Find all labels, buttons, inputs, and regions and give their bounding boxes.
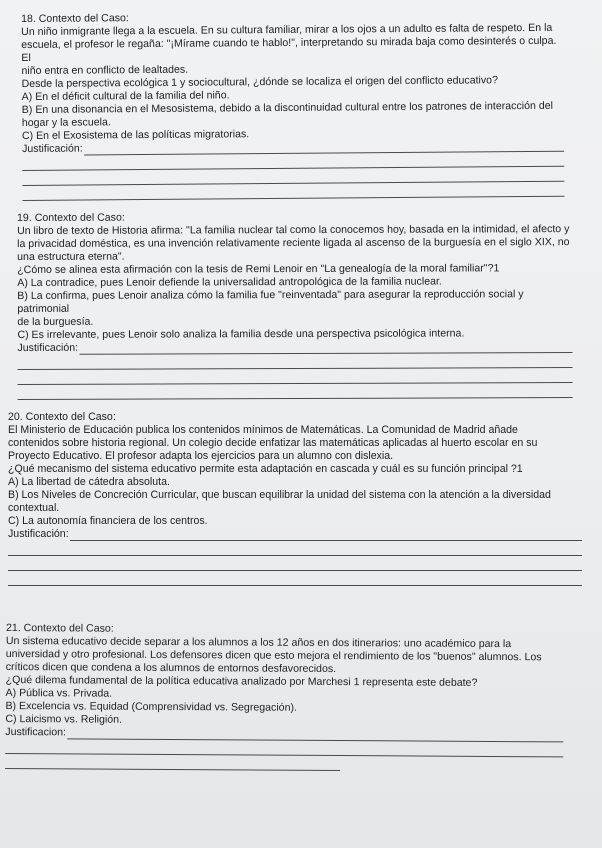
option-b: B) En una disonancia en el Mesosistema, debido a la discontinuidad cultural entre los patrones de interacción del bbox=[21, 99, 553, 116]
question-text: ¿Qué dilema fundamental de la política educativa analizado por Marchesi 1 representa este debate? bbox=[5, 673, 478, 689]
option-c: C) Es irrelevante, pues Lenoir solo analiza la familia desde una perspectiva psicológica interna. bbox=[17, 327, 465, 341]
context-line: Un niño inmigrante llega a la escuela. En su cultura familiar, mirar a los ojos a un adulto es falta de respeto. En la bbox=[21, 21, 553, 38]
justification-line[interactable] bbox=[79, 343, 572, 355]
answer-line[interactable] bbox=[8, 556, 582, 571]
option-a: A) Pública vs. Privada. bbox=[5, 686, 113, 700]
question-text: ¿Cómo se alinea esta afirmación con la tesis de Remi Lenoir en "La genealogía de la moral familiar"?1 bbox=[17, 262, 500, 276]
option-a: A) La contradice, pues Lenoir defiende la universalidad antropológica de la familia nuclear. bbox=[17, 275, 442, 289]
question-18 bbox=[21, 9, 564, 201]
option-a: A) En el déficit cultural de la familia del niño. bbox=[21, 89, 230, 103]
option-c: C) Laicismo vs. Religión. bbox=[5, 712, 123, 726]
question-text: ¿Qué mecanismo del sistema educativo permite esta adaptación en cascada y cuál es su función principal ?1 bbox=[8, 463, 523, 475]
answer-line[interactable] bbox=[8, 571, 582, 586]
answer-line[interactable] bbox=[5, 754, 340, 771]
answer-line[interactable] bbox=[18, 383, 573, 400]
justification-line[interactable] bbox=[70, 531, 582, 541]
justification-label: Justificación: bbox=[17, 341, 79, 354]
option-b: B) La confirma, pues Lenoir analiza cómo la familia fue "reinventada" para asegurar la reproducción social y patrimonial bbox=[17, 288, 524, 315]
context-line: universidad y otro profesional. Los defensores dicen que esto mejora el rendimiento de los "buenos" alumnos. Los bbox=[5, 647, 542, 664]
context-line: Proyecto Educativo. El profesor adapta los ejercicios para un alumno con dislexia. bbox=[8, 450, 394, 462]
context-line: El Ministerio de Educación publica los contenidos mínimos de Matemáticas. La Comunidad de Madrid añade bbox=[8, 424, 518, 436]
question-title: 19. Contexto del Caso: bbox=[17, 211, 125, 224]
context-line: escuela, el profesor le regaña: "¡Mírame cuando te hablo!", interpretando su mirada baja como desinterés o culpa. El bbox=[21, 34, 557, 64]
question-text: Desde la perspectiva ecológica 1 y sociocultural, ¿dónde se localiza el origen del conflicto educativo? bbox=[21, 74, 498, 90]
context-line: críticos dicen que condena a los alumnos de entornos desfavorecidos. bbox=[5, 660, 337, 676]
justification-label: Justificacion: bbox=[5, 725, 67, 739]
option-b-cont: de la burguesía. bbox=[17, 315, 94, 328]
answer-line[interactable] bbox=[8, 541, 582, 556]
context-line: la privacidad doméstica, es una invención relativamente reciente ligada al ascenso de la burguesía en el siglo XIX, no bbox=[17, 236, 570, 250]
option-c: C) La autonomía financiera de los centros. bbox=[8, 515, 208, 527]
context-line: Un libro de texto de Historia afirma: "La familia nuclear tal como la conocemos hoy, basada en la intimidad, el afecto y bbox=[17, 223, 570, 237]
question-20 bbox=[8, 411, 582, 586]
option-b-cont: hogar y la escuela. bbox=[21, 116, 111, 129]
question-21 bbox=[5, 622, 564, 772]
context-line: niño entra en conflicto de lealtades. bbox=[21, 63, 189, 77]
justification-label: Justificación: bbox=[8, 528, 69, 540]
answer-line[interactable] bbox=[22, 182, 564, 201]
justification-row bbox=[17, 340, 572, 355]
question-title: 21. Contexto del Caso: bbox=[5, 622, 114, 635]
justification-row bbox=[8, 528, 582, 541]
option-c: C) En el Exosistema de las políticas migratorias. bbox=[21, 128, 250, 142]
question-19 bbox=[17, 210, 573, 400]
option-a: A) La libertad de cátedra absoluta. bbox=[8, 476, 170, 488]
context-line: Un sistema educativo decide separar a los alumnos a los 12 años en dos itinerarios: uno académico para la bbox=[5, 634, 512, 651]
context-line: contenidos sobre historia regional. Un colegio decide enfatizar las matemáticas aplicadas al huerto escolar en su bbox=[8, 437, 538, 449]
option-b-cont: contextual. bbox=[8, 502, 60, 514]
question-title: 20. Contexto del Caso: bbox=[8, 411, 116, 423]
option-b: B) Excelencia vs. Equidad (Comprensividad vs. Segregación). bbox=[5, 699, 297, 714]
context-line: una estructura eterna". bbox=[17, 250, 125, 263]
option-b: B) Los Niveles de Concreción Curricular, que buscan equilibrar la unidad del sistema con la atención a la diversidad bbox=[8, 489, 551, 501]
justification-label: Justificación: bbox=[22, 142, 83, 155]
question-title: 18. Contexto del Caso: bbox=[21, 12, 129, 25]
